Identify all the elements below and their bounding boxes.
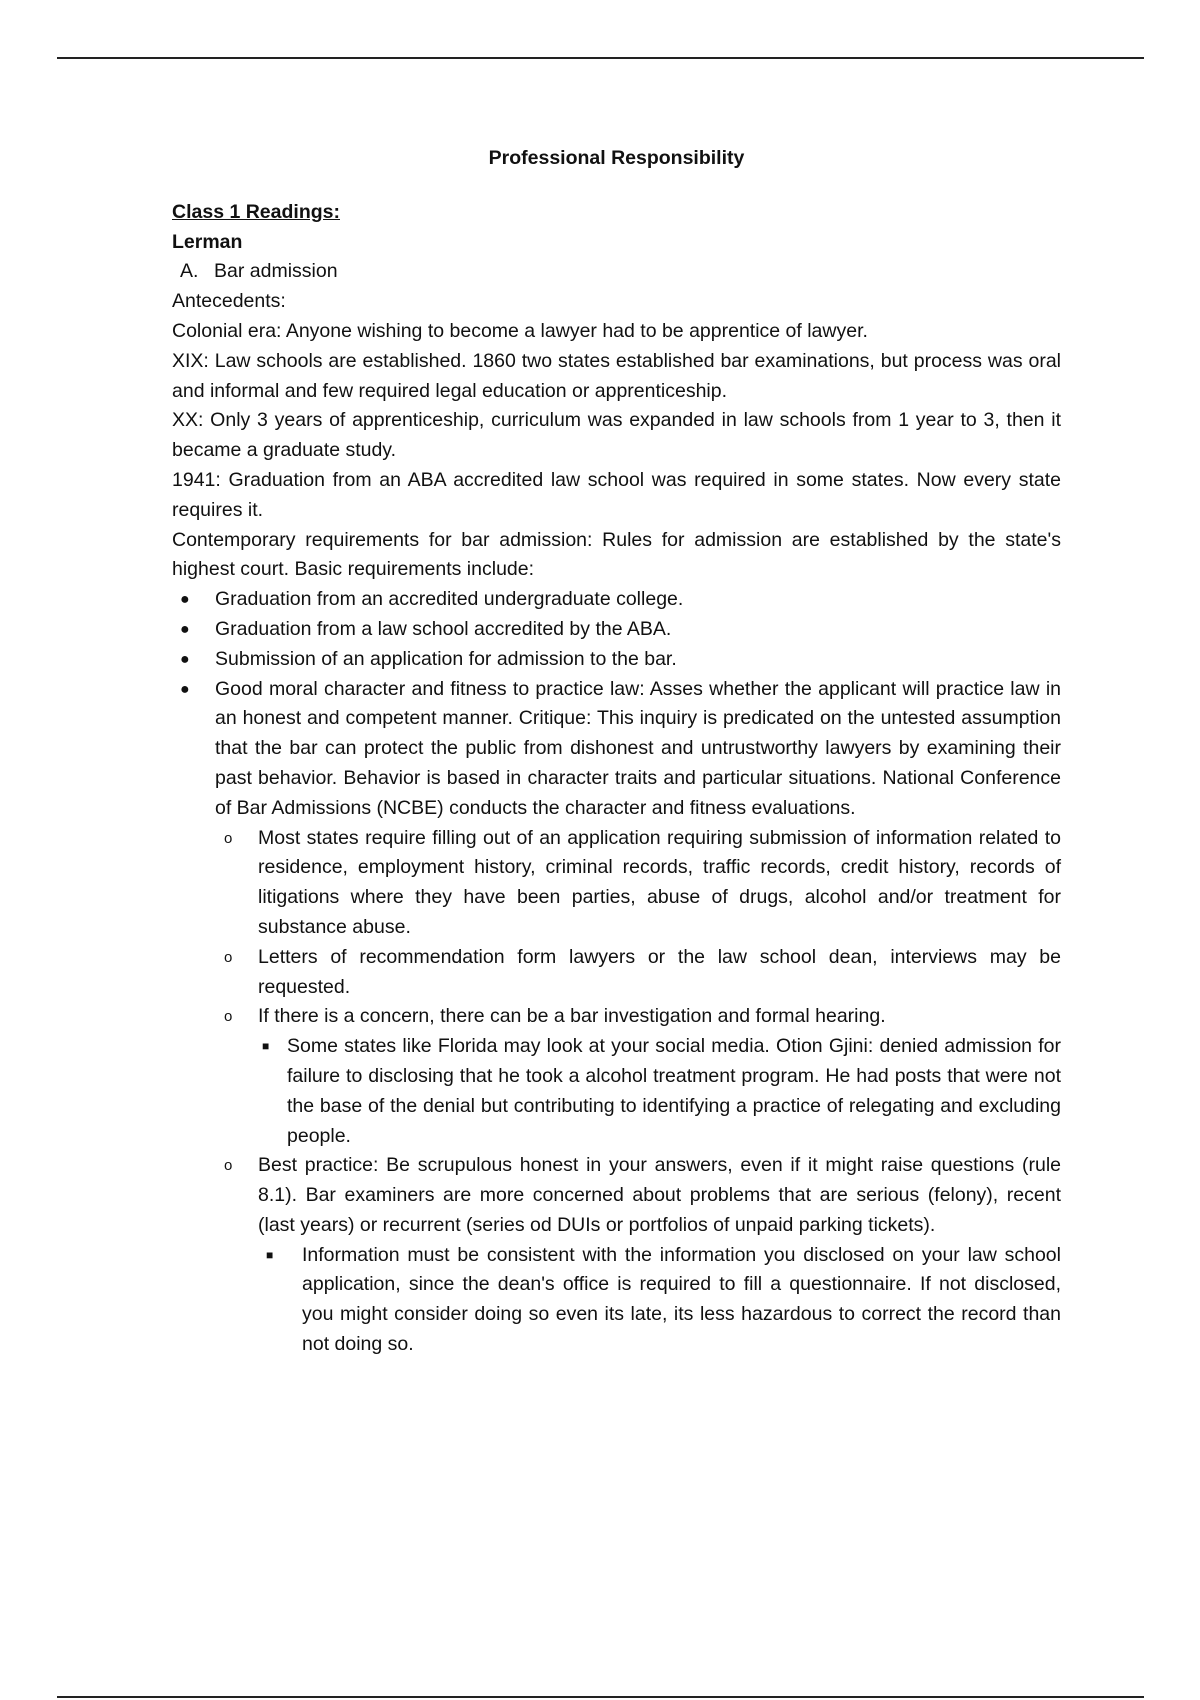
alpha-label: Bar admission — [214, 260, 338, 283]
sub-list-item-text: Most states require filling out of an application requiring submission of information related to residence, employment history, criminal records, traffic records, credit history, records of litigations where they have been parties, abuse of drugs, alcohol and/or treatment for substance abuse. — [258, 826, 1061, 938]
square-bullet-marker: ■ — [266, 1247, 274, 1262]
paragraph: XX: Only 3 years of apprenticeship, curriculum was expanded in law schools from 1 year to 3, then it became a graduate study. — [172, 409, 1061, 462]
sub-bullet-marker: o — [224, 1008, 233, 1026]
sub-bullet-marker: o — [224, 1157, 233, 1175]
sub-sub-list-item-text: Information must be consistent with the information you disclosed on your law school application, since the dean's office is required to fill a questionnaire. If not disclosed, you might consider doing so even its late, its less hazardous to correct the record than not doing so. — [302, 1243, 1061, 1356]
list-item — [172, 645, 1061, 675]
list-item-text: Good moral character and fitness to practice law: Asses whether the applicant will practice law in an honest and competent manner. Critique: This inquiry is predicated on the untested assumption that the bar can protect the public from dishonest and untrustworthy lawyers by examining their past behavior. Behavior is based in character traits and particular situations. National Conference of Bar Admissions (NCBE) conducts the character and fitness evaluations. — [215, 677, 1061, 819]
bullet-marker: ● — [180, 680, 190, 698]
paragraph: XIX: Law schools are established. 1860 two states established bar examinations, but process was oral and informal and few required legal education or apprenticeship. — [172, 349, 1061, 402]
subheading: Lerman — [172, 230, 243, 253]
best-practice-detail-list — [258, 1241, 1061, 1360]
square-bullet-marker: ■ — [262, 1039, 270, 1054]
sub-list-item — [215, 824, 1061, 943]
document-title: Professional Responsibility — [488, 147, 745, 169]
bullet-marker: ● — [180, 591, 190, 609]
footer-rule — [57, 1696, 1144, 1698]
paragraph: 1941: Graduation from an ABA accredited law school was required in some states. Now every state requires it. — [172, 468, 1061, 521]
sub-list-item-text: If there is a concern, there can be a bar investigation and formal hearing. — [258, 1005, 886, 1028]
bullet-marker: ● — [180, 650, 190, 668]
paragraph: Antecedents: — [172, 290, 286, 313]
bullet-marker: ● — [180, 620, 190, 638]
list-item — [172, 615, 1061, 645]
sub-list-item — [215, 1002, 1061, 1151]
sub-bullet-marker: o — [224, 829, 233, 847]
alpha-marker: A. — [180, 260, 199, 283]
paragraph: Colonial era: Anyone wishing to become a lawyer had to be apprentice of lawyer. — [172, 319, 868, 342]
paragraph: Contemporary requirements for bar admission: Rules for admission are established by the state's highest court. Basic requirements include: — [172, 528, 1061, 581]
sub-sub-list-item — [258, 1032, 1061, 1151]
sub-list-item — [215, 1151, 1061, 1360]
requirements-list — [172, 585, 1061, 1360]
sub-bullet-marker: o — [224, 948, 233, 966]
header-rule — [57, 57, 1144, 59]
list-item-text: Submission of an application for admission to the bar. — [215, 647, 677, 670]
sub-list-item-text: Best practice: Be scrupulous honest in your answers, even if it might raise questions (rule 8.1). Bar examiners are more concerned about problems that are serious (felony), recent (last years) or recurrent (series od DUIs or portfolios of unpaid parking tickets). — [258, 1154, 1061, 1236]
sub-list-item-text: Letters of recommendation form lawyers or the law school dean, interviews may be requested. — [258, 945, 1061, 998]
sub-sub-list-item-text: Some states like Florida may look at your social media. Otion Gjini: denied admission for failure to disclosing that he took a alcohol treatment program. He had posts that were not the base of the denial but contributing to identifying a practice of relegating and excluding people. — [287, 1035, 1061, 1147]
sub-sub-list-item — [258, 1241, 1061, 1360]
list-item — [172, 675, 1061, 1360]
sub-list-item — [215, 943, 1061, 1003]
concern-detail-list — [258, 1032, 1061, 1151]
character-fitness-list — [215, 824, 1061, 1360]
list-item-text: Graduation from a law school accredited by the ABA. — [215, 617, 672, 640]
alpha-list-item — [172, 257, 1061, 287]
list-item — [172, 585, 1061, 615]
document-body — [172, 144, 1061, 1360]
list-item-text: Graduation from an accredited undergraduate college. — [215, 588, 684, 611]
section-heading: Class 1 Readings: — [172, 200, 340, 223]
